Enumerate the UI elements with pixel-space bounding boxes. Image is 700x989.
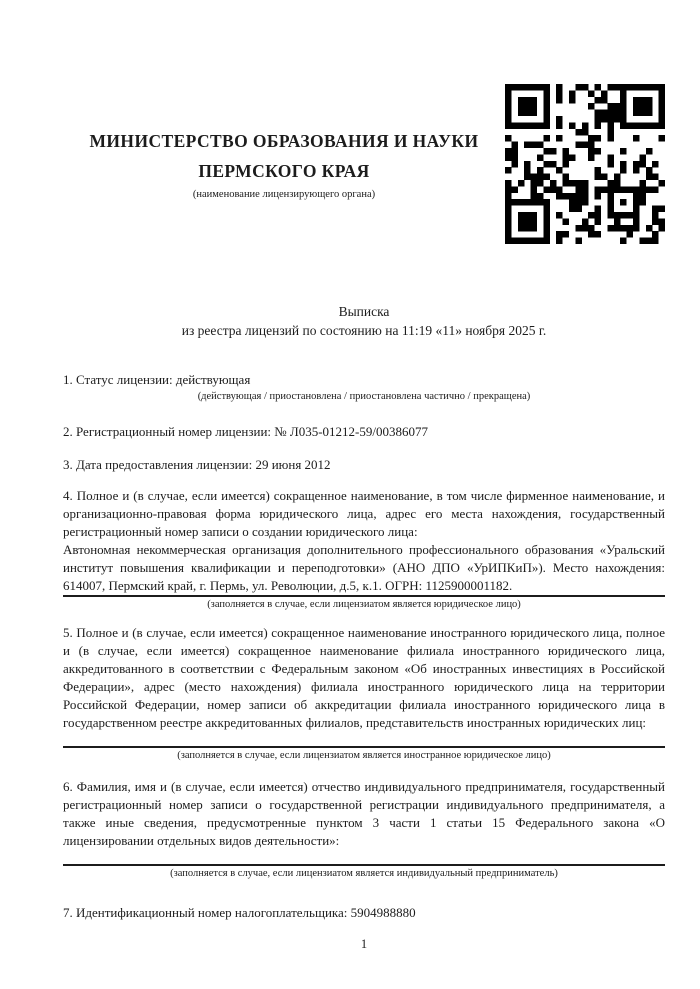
title-line1: Выписка xyxy=(338,304,390,319)
item-license-date xyxy=(63,456,665,474)
item-legal-entity xyxy=(63,487,665,612)
document-header xyxy=(63,0,665,250)
qr-code-icon xyxy=(505,84,665,244)
individual-entrepreneur-label: 6. Фамилия, имя и (в случае, если имеется) отчество индивидуального предпринимателя, государственный регистрационный номер записи о государственной регистрации индивидуального предпринимателя, а также иные сведения, предусмотренные пунктом 3 части 1 статьи 15 Федерального закона «О лицензировании отдельных видов деятельности»: xyxy=(63,779,665,848)
licensing-authority-caption: (наименование лицензирующего органа) xyxy=(192,189,376,200)
item-license-status xyxy=(63,371,665,404)
document-title xyxy=(63,302,665,340)
foreign-entity-label: 5. Полное и (в случае, если имеется) сокращенное наименование иностранного юридического лица, полное и (в случае, если имеется) сокращенное наименование филиала иностранного юридического лица, аккредитованного в соответствии с Федеральным законом «Об иностранных инвестициях в Российской Федерации», адрес (место нахождения) филиала иностранного юридического лица на территории Российской Федерации, номер записи об аккредитации филиала иностранного юридического лица в государственном реестре аккредитованных филиалов, представительств иностранных юридических лиц: xyxy=(63,625,665,730)
ministry-name-line2: ПЕРМСКОГО КРАЯ xyxy=(198,161,370,181)
item-registration-number xyxy=(63,423,665,441)
license-date-text: 3. Дата предоставления лицензии: 29 июня 2012 xyxy=(63,457,331,472)
legal-entity-label: 4. Полное и (в случае, если имеется) сокращенное наименование, в том числе фирменное наименование, и организационно-правовая форма юридического лица, адрес его места нахождения, государственный регистрационный номер записи о создании юридического лица: xyxy=(63,488,665,539)
legal-entity-value: Автономная некоммерческая организация дополнительного профессионального образования «Уральский институт повышения квалификации и переподготовки» (АНО ДПО «УрИПКиП»). Место нахождения: 614007, Пермский край, г. Пермь, ул. Революции, д.5, к.1. ОГРН: 1125900001182. xyxy=(63,541,665,597)
item-taxpayer-number xyxy=(63,904,665,922)
legal-entity-caption: (заполняется в случае, если лицензиатом является юридическое лицо) xyxy=(207,599,521,610)
licensing-authority-block xyxy=(63,126,505,202)
license-status-options-caption: (действующая / приостановлена / приостановлена частично / прекращена) xyxy=(197,391,531,402)
individual-entrepreneur-caption: (заполняется в случае, если лицензиатом является индивидуальный предприниматель) xyxy=(170,868,558,879)
ministry-name-line1: МИНИСТЕРСТВО ОБРАЗОВАНИЯ И НАУКИ xyxy=(89,131,479,151)
page-number: 1 xyxy=(360,937,368,951)
license-status-text: 1. Статус лицензии: действующая xyxy=(63,372,251,387)
taxpayer-number-text: 7. Идентификационный номер налогоплательщика: 5904988880 xyxy=(63,905,416,920)
item-foreign-entity xyxy=(63,624,665,763)
title-line2: из реестра лицензий по состоянию на 11:19 «11» ноября 2025 г. xyxy=(181,323,547,338)
registration-number-text: 2. Регистрационный номер лицензии: № Л035-01212-59/00386077 xyxy=(63,424,429,439)
license-items xyxy=(63,371,665,922)
individual-entrepreneur-blank-fill-line xyxy=(63,850,665,866)
foreign-entity-caption: (заполняется в случае, если лицензиатом является иностранное юридическое лицо) xyxy=(177,750,551,761)
item-individual-entrepreneur xyxy=(63,778,665,881)
foreign-entity-blank-fill-line xyxy=(63,732,665,748)
